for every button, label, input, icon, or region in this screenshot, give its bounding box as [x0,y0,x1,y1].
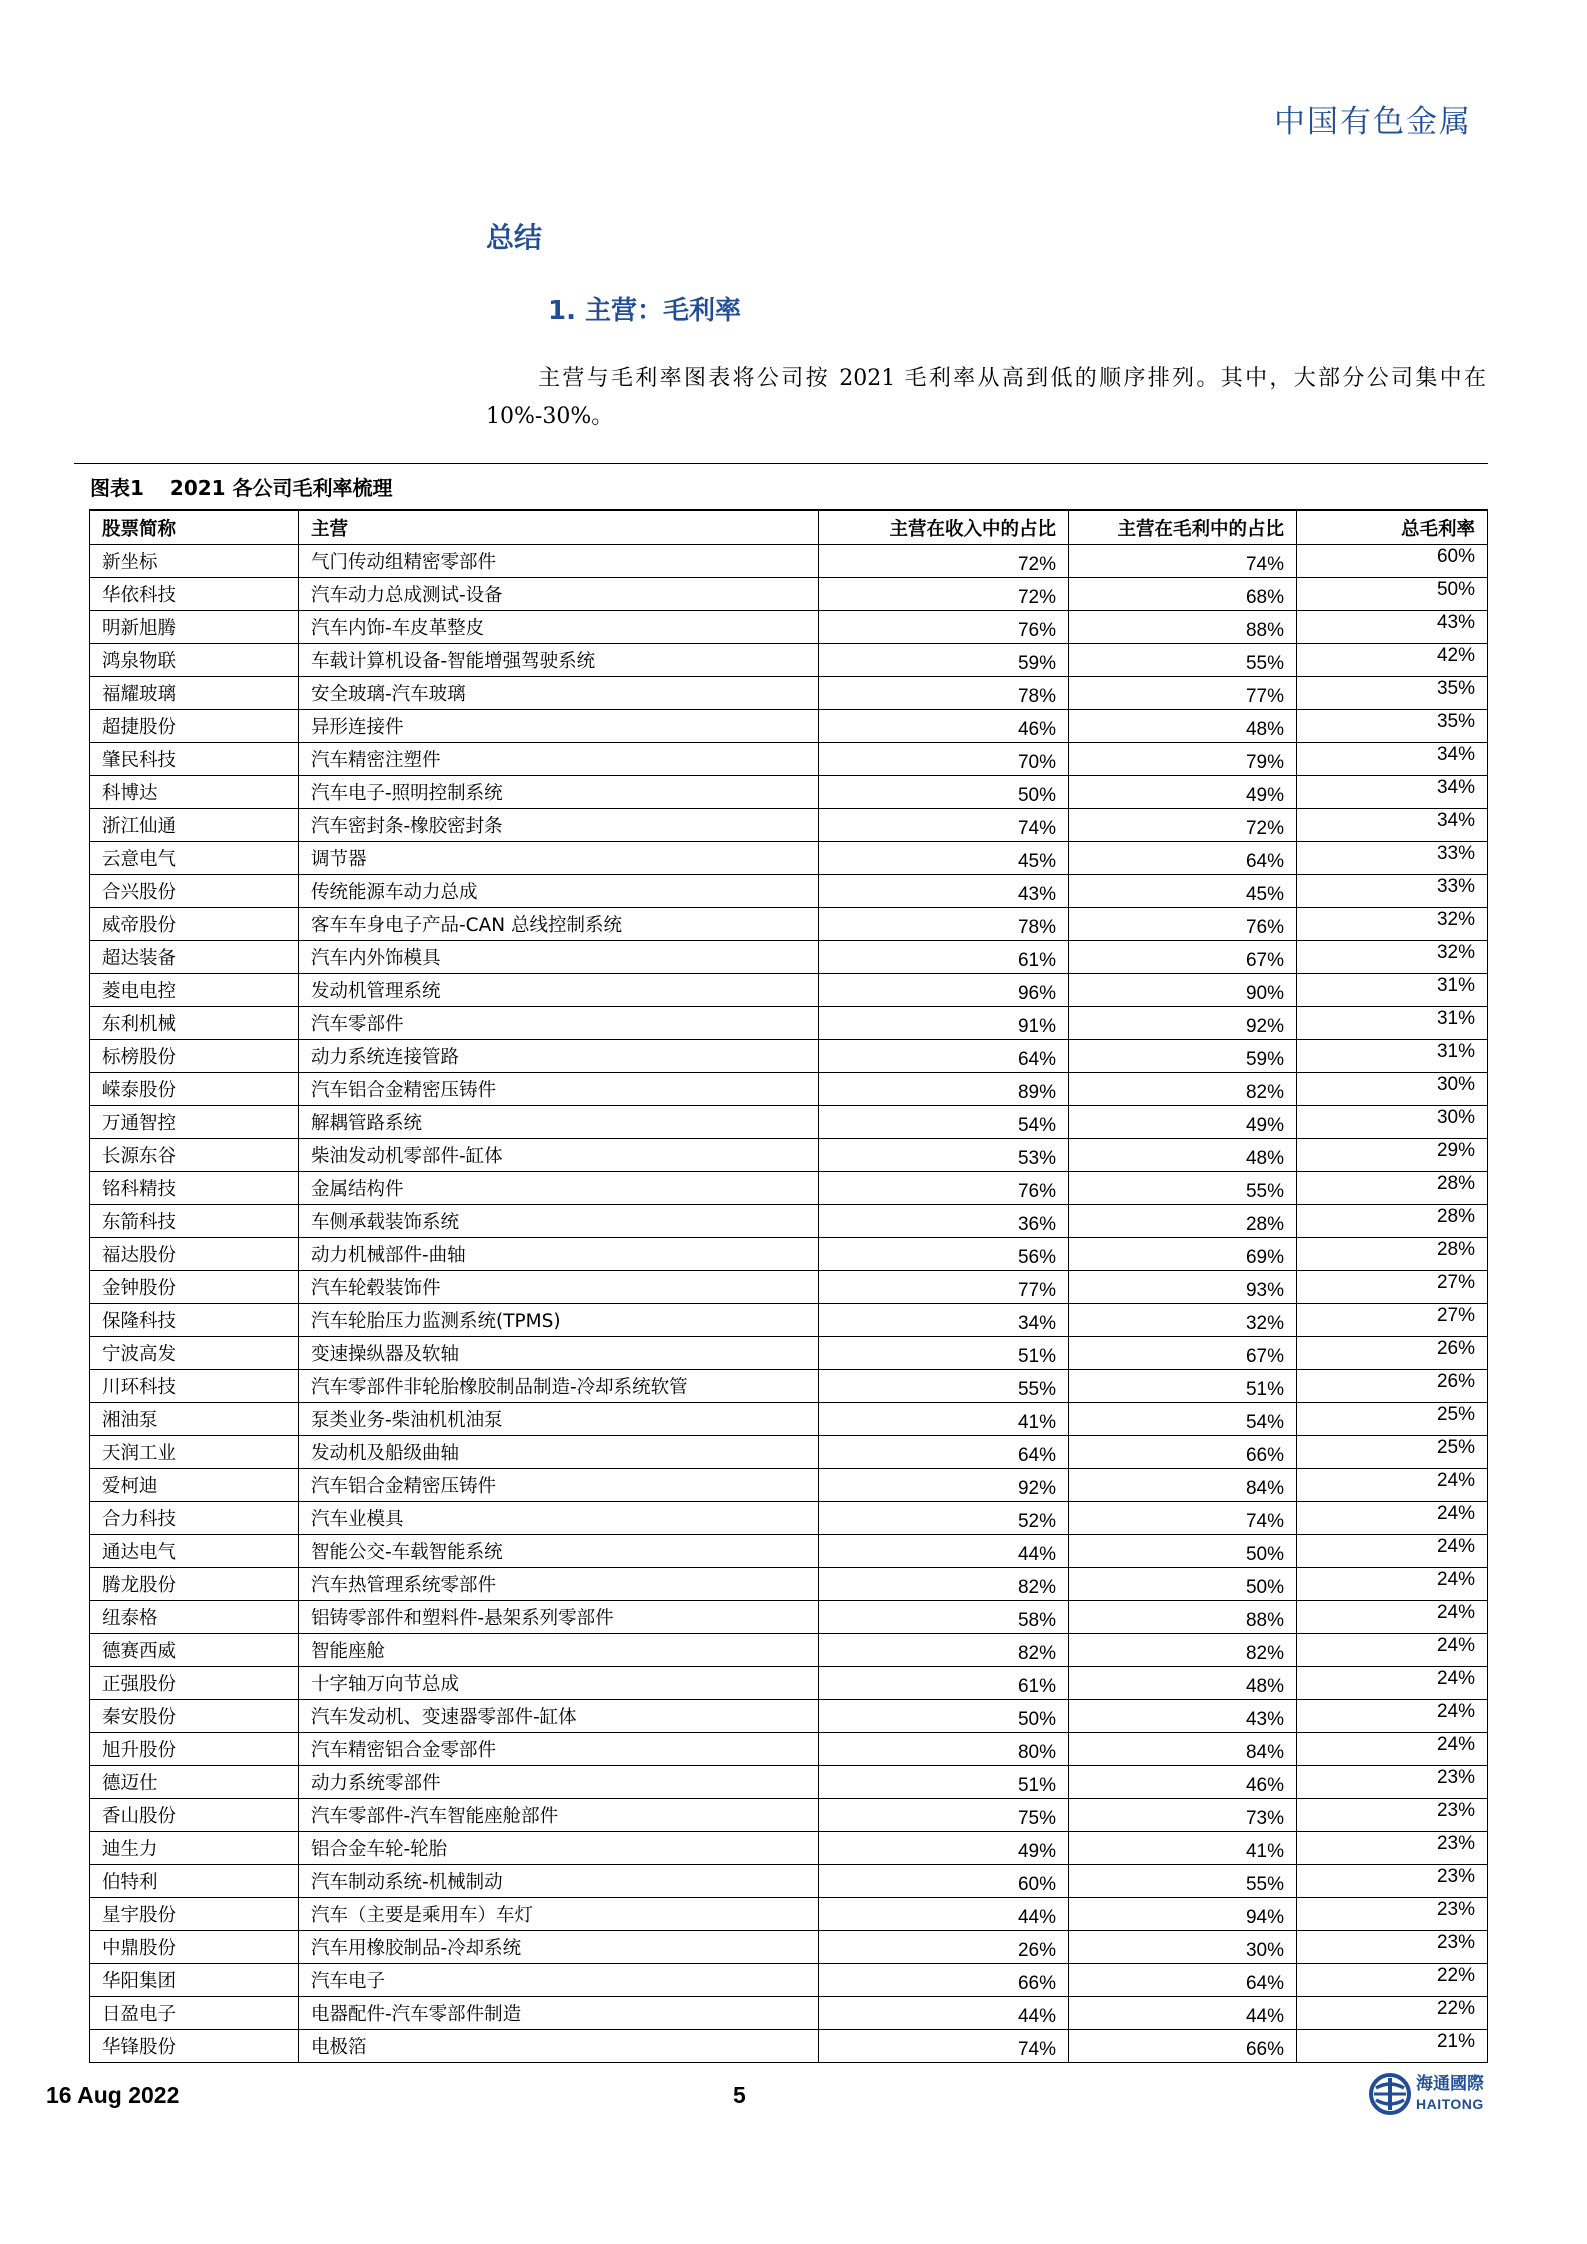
table-row [90,1403,1488,1436]
cell-revenue-share: 44% [819,1535,1069,1568]
cell-revenue-share: 78% [819,677,1069,710]
cell-revenue-share: 51% [819,1766,1069,1799]
cell-stock-name: 万通智控 [90,1106,299,1139]
cell-gross-profit-share: 84% [1069,1733,1297,1766]
table-row [90,1106,1488,1139]
table-row [90,1238,1488,1271]
cell-stock-name: 德赛西威 [90,1634,299,1667]
cell-main-business: 汽车热管理系统零部件 [299,1568,819,1601]
cell-main-business: 汽车轮毂装饰件 [299,1271,819,1304]
cell-gross-profit-share: 67% [1069,941,1297,974]
cell-gross-profit-share: 43% [1069,1700,1297,1733]
cell-gross-profit-share: 48% [1069,1139,1297,1172]
cell-revenue-share: 55% [819,1370,1069,1403]
cell-gross-margin: 30% [1297,1073,1488,1106]
table-row [90,1733,1488,1766]
cell-main-business: 安全玻璃-汽车玻璃 [299,677,819,710]
cell-stock-name: 纽泰格 [90,1601,299,1634]
cell-stock-name: 超捷股份 [90,710,299,743]
table-row [90,1040,1488,1073]
cell-main-business: 汽车制动系统-机械制动 [299,1865,819,1898]
cell-revenue-share: 61% [819,1667,1069,1700]
cell-stock-name: 威帝股份 [90,908,299,941]
cell-gross-margin: 34% [1297,743,1488,776]
header-main-business: 主营 [299,510,819,545]
cell-gross-profit-share: 50% [1069,1568,1297,1601]
table-row [90,1304,1488,1337]
cell-revenue-share: 76% [819,1172,1069,1205]
cell-stock-name: 星宇股份 [90,1898,299,1931]
cell-main-business: 金属结构件 [299,1172,819,1205]
cell-main-business: 汽车精密注塑件 [299,743,819,776]
cell-gross-margin: 24% [1297,1535,1488,1568]
cell-gross-margin: 23% [1297,1832,1488,1865]
table-row [90,611,1488,644]
table-row [90,677,1488,710]
cell-gross-margin: 24% [1297,1634,1488,1667]
table-row [90,842,1488,875]
table-row [90,974,1488,1007]
table-row [90,809,1488,842]
cell-revenue-share: 56% [819,1238,1069,1271]
cell-gross-margin: 24% [1297,1568,1488,1601]
cell-gross-margin: 34% [1297,776,1488,809]
cell-stock-name: 通达电气 [90,1535,299,1568]
cell-main-business: 汽车业模具 [299,1502,819,1535]
cell-stock-name: 浙江仙通 [90,809,299,842]
cell-stock-name: 中鼎股份 [90,1931,299,1964]
cell-gross-margin: 34% [1297,809,1488,842]
haitong-logo-icon [1368,2072,1412,2116]
cell-revenue-share: 91% [819,1007,1069,1040]
cell-stock-name: 东箭科技 [90,1205,299,1238]
cell-stock-name: 鸿泉物联 [90,644,299,677]
cell-main-business: 电极箔 [299,2030,819,2063]
table-row [90,908,1488,941]
cell-gross-margin: 31% [1297,1040,1488,1073]
cell-main-business: 异形连接件 [299,710,819,743]
cell-stock-name: 华阳集团 [90,1964,299,1997]
cell-stock-name: 云意电气 [90,842,299,875]
header-gross-margin: 总毛利率 [1297,510,1488,545]
cell-revenue-share: 76% [819,611,1069,644]
figure-caption: 2021 各公司毛利率梳理 [169,476,393,500]
cell-revenue-share: 70% [819,743,1069,776]
table-row [90,1667,1488,1700]
cell-revenue-share: 43% [819,875,1069,908]
cell-revenue-share: 44% [819,1997,1069,2030]
header-title: 中国有色金属 [1274,104,1472,140]
cell-main-business: 发动机及船级曲轴 [299,1436,819,1469]
cell-gross-profit-share: 72% [1069,809,1297,842]
table-row [90,1370,1488,1403]
table-row [90,1997,1488,2030]
cell-revenue-share: 82% [819,1568,1069,1601]
table-row [90,1436,1488,1469]
cell-gross-profit-share: 88% [1069,1601,1297,1634]
cell-main-business: 汽车动力总成测试-设备 [299,578,819,611]
table-row [90,1172,1488,1205]
intro-paragraph [486,360,1486,436]
cell-revenue-share: 51% [819,1337,1069,1370]
cell-main-business: 汽车内外饰模具 [299,941,819,974]
table-row [90,1271,1488,1304]
section-title: 总结 [486,221,543,254]
cell-gross-profit-share: 82% [1069,1634,1297,1667]
cell-main-business: 汽车电子-照明控制系统 [299,776,819,809]
table-row [90,776,1488,809]
table-row [90,1139,1488,1172]
cell-main-business: 电器配件-汽车零部件制造 [299,1997,819,2030]
cell-stock-name: 天润工业 [90,1436,299,1469]
cell-revenue-share: 50% [819,1700,1069,1733]
cell-stock-name: 新坐标 [90,545,299,578]
cell-gross-margin: 23% [1297,1766,1488,1799]
cell-revenue-share: 36% [819,1205,1069,1238]
intro-text: 主营与毛利率图表将公司按 2021 毛利率从高到低的顺序排列。其中，大部分公司集中在 10%-30%。 [486,366,1486,429]
cell-main-business: 汽车零部件 [299,1007,819,1040]
section-subtitle: 1. 主营：毛利率 [548,296,742,326]
table-row [90,2030,1488,2063]
cell-stock-name: 迪生力 [90,1832,299,1865]
cell-revenue-share: 92% [819,1469,1069,1502]
cell-main-business: 汽车密封条-橡胶密封条 [299,809,819,842]
cell-revenue-share: 77% [819,1271,1069,1304]
cell-gross-profit-share: 73% [1069,1799,1297,1832]
cell-gross-profit-share: 55% [1069,1865,1297,1898]
cell-gross-profit-share: 50% [1069,1535,1297,1568]
cell-gross-profit-share: 41% [1069,1832,1297,1865]
cell-main-business: 汽车电子 [299,1964,819,1997]
cell-gross-profit-share: 67% [1069,1337,1297,1370]
cell-main-business: 汽车轮胎压力监测系统(TPMS) [299,1304,819,1337]
cell-gross-profit-share: 54% [1069,1403,1297,1436]
cell-main-business: 车侧承载装饰系统 [299,1205,819,1238]
logo-text [1416,2074,1484,2114]
cell-gross-profit-share: 55% [1069,1172,1297,1205]
cell-gross-margin: 22% [1297,1997,1488,2030]
cell-gross-margin: 24% [1297,1469,1488,1502]
cell-gross-profit-share: 51% [1069,1370,1297,1403]
cell-revenue-share: 75% [819,1799,1069,1832]
cell-revenue-share: 78% [819,908,1069,941]
cell-gross-margin: 50% [1297,578,1488,611]
cell-main-business: 汽车精密铝合金零部件 [299,1733,819,1766]
cell-gross-margin: 23% [1297,1931,1488,1964]
table-row [90,545,1488,578]
cell-gross-profit-share: 68% [1069,578,1297,611]
table-row [90,1766,1488,1799]
cell-stock-name: 华依科技 [90,578,299,611]
cell-gross-profit-share: 90% [1069,974,1297,1007]
cell-revenue-share: 89% [819,1073,1069,1106]
cell-main-business: 智能座舱 [299,1634,819,1667]
cell-gross-profit-share: 77% [1069,677,1297,710]
cell-gross-profit-share: 94% [1069,1898,1297,1931]
cell-revenue-share: 96% [819,974,1069,1007]
cell-main-business: 动力系统零部件 [299,1766,819,1799]
figure-top-rule [74,463,1488,464]
cell-stock-name: 湘油泵 [90,1403,299,1436]
cell-gross-margin: 22% [1297,1964,1488,1997]
cell-stock-name: 福耀玻璃 [90,677,299,710]
cell-gross-profit-share: 84% [1069,1469,1297,1502]
cell-main-business: 车载计算机设备-智能增强驾驶系统 [299,644,819,677]
cell-stock-name: 标榜股份 [90,1040,299,1073]
cell-gross-margin: 35% [1297,677,1488,710]
cell-stock-name: 德迈仕 [90,1766,299,1799]
table-header-row [90,510,1488,545]
cell-stock-name: 东利机械 [90,1007,299,1040]
table-row [90,1700,1488,1733]
logo-chinese-name: 海通國際 [1416,2074,1484,2094]
table-row [90,1205,1488,1238]
cell-main-business: 汽车用橡胶制品-冷却系统 [299,1931,819,1964]
cell-gross-margin: 31% [1297,974,1488,1007]
cell-gross-margin: 24% [1297,1601,1488,1634]
cell-gross-profit-share: 28% [1069,1205,1297,1238]
header-revenue-share: 主营在收入中的占比 [819,510,1069,545]
cell-stock-name: 福达股份 [90,1238,299,1271]
cell-gross-margin: 24% [1297,1733,1488,1766]
cell-stock-name: 合兴股份 [90,875,299,908]
table-row [90,710,1488,743]
cell-gross-margin: 24% [1297,1667,1488,1700]
cell-gross-margin: 28% [1297,1172,1488,1205]
cell-main-business: 发动机管理系统 [299,974,819,1007]
cell-gross-profit-share: 55% [1069,644,1297,677]
cell-revenue-share: 41% [819,1403,1069,1436]
cell-gross-profit-share: 66% [1069,2030,1297,2063]
cell-stock-name: 香山股份 [90,1799,299,1832]
cell-gross-profit-share: 79% [1069,743,1297,776]
footer-date: 16 Aug 2022 [46,2082,180,2108]
figure-title [90,472,393,501]
table-row [90,644,1488,677]
cell-revenue-share: 44% [819,1898,1069,1931]
cell-stock-name: 长源东谷 [90,1139,299,1172]
cell-gross-margin: 30% [1297,1106,1488,1139]
cell-gross-margin: 25% [1297,1403,1488,1436]
cell-gross-margin: 26% [1297,1370,1488,1403]
cell-gross-margin: 23% [1297,1799,1488,1832]
cell-revenue-share: 26% [819,1931,1069,1964]
cell-gross-margin: 23% [1297,1898,1488,1931]
table-row [90,1073,1488,1106]
cell-stock-name: 腾龙股份 [90,1568,299,1601]
cell-stock-name: 正强股份 [90,1667,299,1700]
cell-main-business: 变速操纵器及软轴 [299,1337,819,1370]
table-row [90,1337,1488,1370]
cell-gross-profit-share: 30% [1069,1931,1297,1964]
cell-gross-profit-share: 64% [1069,842,1297,875]
table-row [90,941,1488,974]
cell-gross-margin: 24% [1297,1700,1488,1733]
cell-gross-margin: 27% [1297,1271,1488,1304]
header-stock-name: 股票简称 [90,510,299,545]
cell-stock-name: 保隆科技 [90,1304,299,1337]
cell-stock-name: 爱柯迪 [90,1469,299,1502]
cell-gross-margin: 35% [1297,710,1488,743]
cell-revenue-share: 49% [819,1832,1069,1865]
cell-revenue-share: 82% [819,1634,1069,1667]
cell-gross-profit-share: 74% [1069,1502,1297,1535]
cell-revenue-share: 58% [819,1601,1069,1634]
cell-main-business: 汽车铝合金精密压铸件 [299,1073,819,1106]
cell-gross-profit-share: 82% [1069,1073,1297,1106]
cell-gross-margin: 33% [1297,875,1488,908]
table-row [90,578,1488,611]
cell-gross-profit-share: 59% [1069,1040,1297,1073]
table-row [90,1865,1488,1898]
cell-stock-name: 明新旭腾 [90,611,299,644]
cell-main-business: 铝铸零部件和塑料件-悬架系列零部件 [299,1601,819,1634]
cell-gross-profit-share: 48% [1069,710,1297,743]
cell-gross-margin: 60% [1297,545,1488,578]
table-row [90,1898,1488,1931]
haitong-logo [1368,2072,1498,2120]
cell-revenue-share: 53% [819,1139,1069,1172]
table-row [90,1007,1488,1040]
cell-main-business: 十字轴万向节总成 [299,1667,819,1700]
cell-revenue-share: 66% [819,1964,1069,1997]
cell-gross-margin: 32% [1297,908,1488,941]
cell-gross-margin: 28% [1297,1205,1488,1238]
cell-stock-name: 肇民科技 [90,743,299,776]
cell-revenue-share: 74% [819,2030,1069,2063]
cell-stock-name: 超达装备 [90,941,299,974]
cell-gross-profit-share: 74% [1069,545,1297,578]
cell-revenue-share: 59% [819,644,1069,677]
cell-stock-name: 菱电电控 [90,974,299,1007]
cell-main-business: 气门传动组精密零部件 [299,545,819,578]
margin-table [89,509,1488,2063]
cell-main-business: 汽车（主要是乘用车）车灯 [299,1898,819,1931]
cell-gross-profit-share: 49% [1069,776,1297,809]
table-row [90,1535,1488,1568]
cell-main-business: 泵类业务-柴油机机油泵 [299,1403,819,1436]
cell-gross-margin: 43% [1297,611,1488,644]
cell-stock-name: 金钟股份 [90,1271,299,1304]
cell-revenue-share: 72% [819,545,1069,578]
cell-gross-profit-share: 44% [1069,1997,1297,2030]
cell-stock-name: 伯特利 [90,1865,299,1898]
cell-gross-margin: 33% [1297,842,1488,875]
cell-revenue-share: 46% [819,710,1069,743]
cell-gross-margin: 24% [1297,1502,1488,1535]
cell-stock-name: 秦安股份 [90,1700,299,1733]
cell-stock-name: 华锋股份 [90,2030,299,2063]
cell-main-business: 汽车零部件-汽车智能座舱部件 [299,1799,819,1832]
table-row [90,1634,1488,1667]
cell-main-business: 智能公交-车载智能系统 [299,1535,819,1568]
cell-gross-profit-share: 69% [1069,1238,1297,1271]
cell-gross-margin: 31% [1297,1007,1488,1040]
cell-main-business: 汽车铝合金精密压铸件 [299,1469,819,1502]
cell-main-business: 汽车发动机、变速器零部件-缸体 [299,1700,819,1733]
cell-main-business: 动力系统连接管路 [299,1040,819,1073]
cell-gross-profit-share: 93% [1069,1271,1297,1304]
table-row [90,1832,1488,1865]
cell-gross-profit-share: 88% [1069,611,1297,644]
cell-gross-margin: 42% [1297,644,1488,677]
cell-stock-name: 合力科技 [90,1502,299,1535]
cell-gross-profit-share: 64% [1069,1964,1297,1997]
cell-main-business: 汽车内饰-车皮革整皮 [299,611,819,644]
cell-gross-margin: 21% [1297,2030,1488,2063]
cell-gross-profit-share: 66% [1069,1436,1297,1469]
cell-revenue-share: 34% [819,1304,1069,1337]
table-row [90,1601,1488,1634]
table-row [90,875,1488,908]
cell-gross-profit-share: 49% [1069,1106,1297,1139]
cell-revenue-share: 64% [819,1040,1069,1073]
cell-main-business: 柴油发动机零部件-缸体 [299,1139,819,1172]
cell-gross-margin: 28% [1297,1238,1488,1271]
cell-gross-margin: 23% [1297,1865,1488,1898]
cell-gross-profit-share: 46% [1069,1766,1297,1799]
figure-number: 图表1 [90,476,144,500]
table-row [90,743,1488,776]
header-gross-profit-share: 主营在毛利中的占比 [1069,510,1297,545]
cell-stock-name: 日盈电子 [90,1997,299,2030]
cell-stock-name: 宁波高发 [90,1337,299,1370]
table-row [90,1502,1488,1535]
cell-gross-profit-share: 76% [1069,908,1297,941]
cell-revenue-share: 64% [819,1436,1069,1469]
cell-revenue-share: 74% [819,809,1069,842]
cell-main-business: 铝合金车轮-轮胎 [299,1832,819,1865]
cell-revenue-share: 72% [819,578,1069,611]
table-row [90,1964,1488,1997]
cell-gross-margin: 32% [1297,941,1488,974]
cell-revenue-share: 45% [819,842,1069,875]
cell-revenue-share: 61% [819,941,1069,974]
cell-main-business: 动力机械部件-曲轴 [299,1238,819,1271]
cell-stock-name: 旭升股份 [90,1733,299,1766]
cell-gross-margin: 26% [1297,1337,1488,1370]
cell-gross-profit-share: 45% [1069,875,1297,908]
cell-revenue-share: 52% [819,1502,1069,1535]
cell-gross-margin: 27% [1297,1304,1488,1337]
cell-revenue-share: 54% [819,1106,1069,1139]
table-row [90,1568,1488,1601]
cell-gross-margin: 29% [1297,1139,1488,1172]
cell-gross-profit-share: 48% [1069,1667,1297,1700]
cell-stock-name: 科博达 [90,776,299,809]
cell-main-business: 传统能源车动力总成 [299,875,819,908]
logo-english-name: HAITONG [1416,2096,1484,2112]
cell-revenue-share: 60% [819,1865,1069,1898]
cell-revenue-share: 80% [819,1733,1069,1766]
cell-main-business: 调节器 [299,842,819,875]
cell-main-business: 汽车零部件非轮胎橡胶制品制造-冷却系统软管 [299,1370,819,1403]
table-row [90,1931,1488,1964]
cell-revenue-share: 50% [819,776,1069,809]
cell-main-business: 解耦管路系统 [299,1106,819,1139]
cell-main-business: 客车车身电子产品-CAN 总线控制系统 [299,908,819,941]
cell-stock-name: 铭科精技 [90,1172,299,1205]
cell-stock-name: 嵘泰股份 [90,1073,299,1106]
cell-stock-name: 川环科技 [90,1370,299,1403]
page-number: 5 [733,2082,746,2108]
table-row [90,1799,1488,1832]
cell-gross-profit-share: 92% [1069,1007,1297,1040]
cell-gross-margin: 25% [1297,1436,1488,1469]
cell-gross-profit-share: 32% [1069,1304,1297,1337]
table-row [90,1469,1488,1502]
